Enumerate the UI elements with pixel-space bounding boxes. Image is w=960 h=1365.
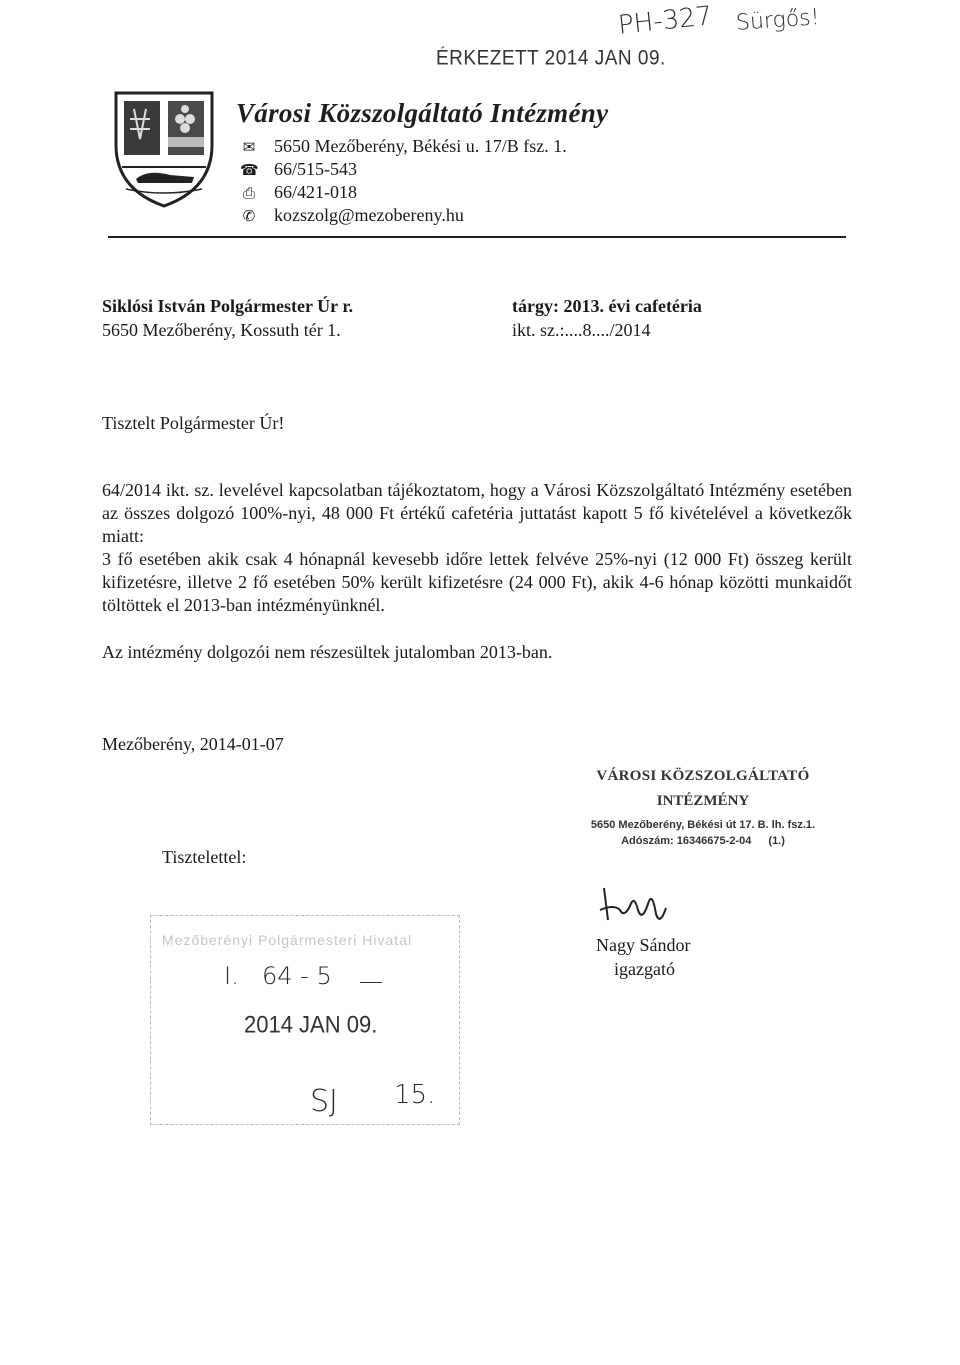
handwritten-urgent-note: Sürgős! [735,5,821,36]
contact-email-text: kozszolg@mezobereny.hu [274,205,464,225]
official-stamp-taxline [548,835,858,847]
signatory-title: igazgató [614,959,675,979]
organization-name: Városi Közszolgáltató Intézmény [236,98,609,128]
contact-phone [240,159,357,180]
contact-address [240,136,567,157]
signatory-name: Nagy Sándor [596,935,691,955]
reference-number: ikt. sz.:....8..../2014 [512,320,651,340]
email-icon: ✆ [242,206,256,225]
official-stamp-line3: 5650 Mezőberény, Békési út 17. B. lh. fsz.1. [590,819,816,831]
official-stamp-line2: INTÉZMÉNY [656,793,750,809]
header-divider [108,236,846,238]
body-paragraph-2: 3 fő esetében akik csak 4 hónapnál kevesebb időre lettek felvéve 25%-nyi (12 000 Ft) összeg került kifizetésre, illetve 2 fő esetében 50% került kifizetésre (24 000 Ft), akik 4-6 hónap közötti munkaidőt töltöttek el 2013-ban intézményünknél. [102,549,852,615]
official-stamp-line1: VÁROSI KÖZSZOLGÁLTATÓ [596,768,810,784]
salutation: Tisztelt Polgármester Úr! [102,413,285,433]
contact-fax-text: 66/421-018 [274,182,357,202]
phone-icon: ☎ [240,160,259,179]
received-stamp: ÉRKEZETT 2014 JAN 09. [436,46,666,71]
registry-number: 64 - 5 [262,962,332,990]
contact-phone-text: 66/515-543 [274,159,357,179]
registry-dash [360,982,382,983]
body-paragraph-1: 64/2014 ikt. sz. levelével kapcsolatban tájékoztatom, hogy a Városi Közszolgáltató Intézmény esetében az összes dolgozó 100%-nyi, 48 000 Ft értékű cafetéria juttatást kapott 5 fő kivételével a következők miatt: [102,480,852,546]
contact-fax [240,182,357,203]
place-date: Mezőberény, 2014-01-07 [102,734,284,754]
registry-stamp-header: Mezőberényi Polgármesteri Hivatal [162,932,413,948]
contact-email [240,205,464,226]
institution-logo-icon [108,85,220,210]
registry-date: 2014 JAN 09. [244,1010,378,1039]
closing: Tisztelettel: [162,847,247,867]
official-stamp-line4: Adószám: 16346675-2-04 [621,835,752,847]
body-paragraph-3: Az intézmény dolgozói nem részesültek jutalomban 2013-ban. [102,642,553,662]
signature-icon [594,880,684,932]
registry-initials: SJ [310,1084,338,1119]
contact-address-text: 5650 Mezőberény, Békési u. 17/B fsz. 1. [274,136,567,156]
addressee-name: Siklósi István Polgármester Úr r. [102,296,354,316]
addressee-address: 5650 Mezőberény, Kossuth tér 1. [102,320,341,340]
subject-line: tárgy: 2013. évi cafetéria [512,296,702,316]
registry-attachment-count: 15. [394,1080,436,1110]
official-stamp [548,768,858,847]
fax-icon: ⎙ [242,183,255,202]
official-stamp-line5: (1.) [768,835,785,847]
envelope-icon: ✉ [242,137,256,156]
registry-department: I. [224,962,239,990]
handwritten-reference: PH-327 [616,1,714,41]
